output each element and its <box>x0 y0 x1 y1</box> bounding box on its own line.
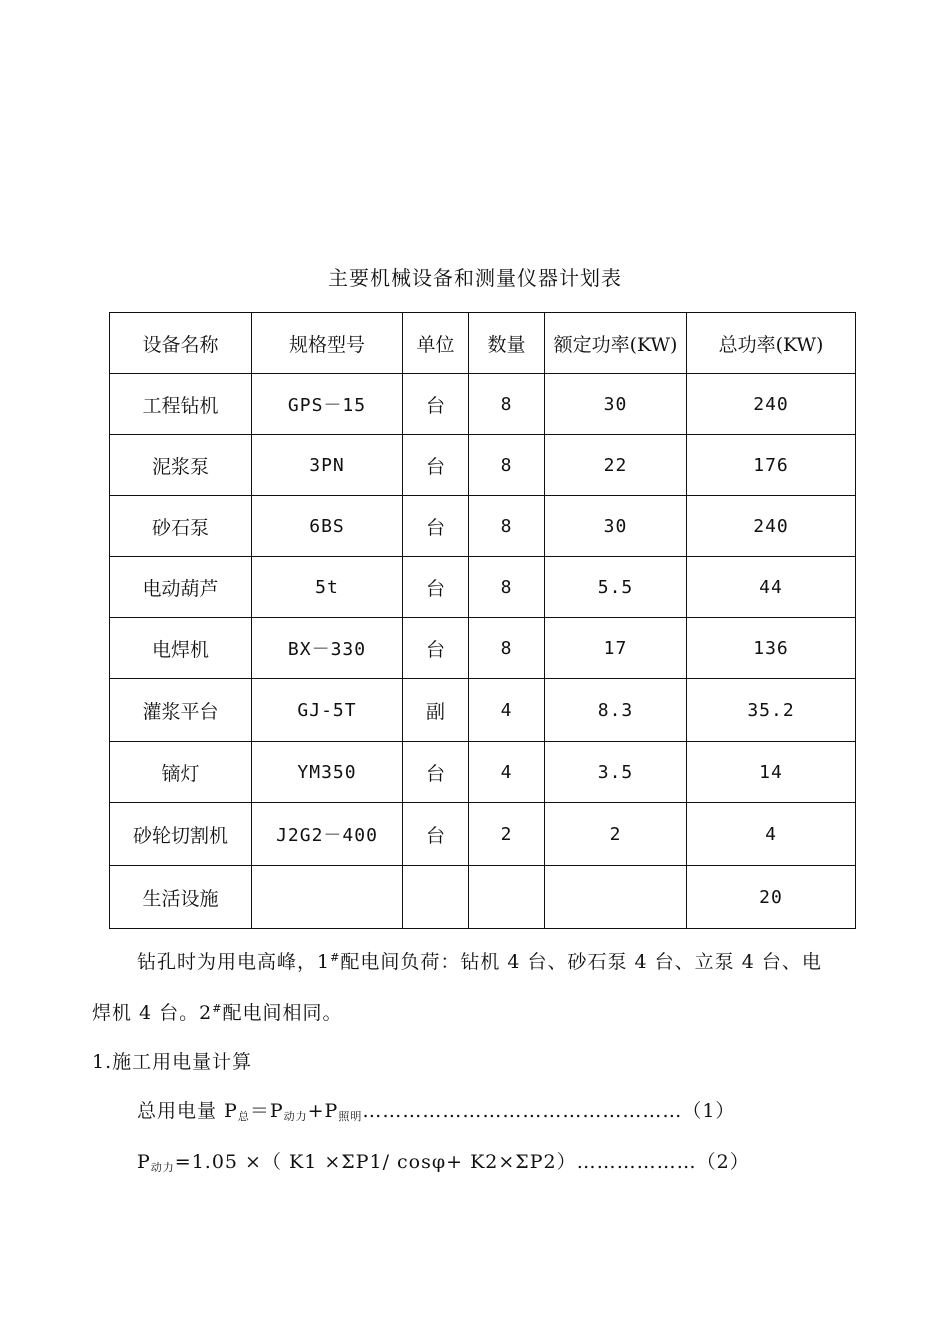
cell-quantity <box>469 866 545 929</box>
formula1-tail: …………………………………………（1） <box>362 1100 736 1122</box>
cell-total-power: 35.2 <box>687 679 856 742</box>
cell-rated-power: 5.5 <box>545 557 687 618</box>
cell-model: GPS－15 <box>252 374 403 435</box>
cell-quantity: 8 <box>469 557 545 618</box>
formula1-mid1: ＝P <box>249 1100 284 1122</box>
cell-unit: 台 <box>403 374 469 435</box>
cell-total-power: 44 <box>687 557 856 618</box>
load-paragraph-line2 <box>92 1001 343 1025</box>
load-paragraph-line1 <box>137 950 822 974</box>
table-row <box>110 374 856 435</box>
cell-total-power: 240 <box>687 374 856 435</box>
header-name: 设备名称 <box>110 313 252 374</box>
cell-name: 工程钻机 <box>110 374 252 435</box>
table-row <box>110 496 856 557</box>
formula2-tail: =1.05 ×（ K1 ×ΣP1/ cosφ+ K2×ΣP2）………………（2） <box>174 1151 750 1173</box>
load-text-4: 配电间相同。 <box>222 1002 343 1024</box>
formula-motive-power <box>137 1150 750 1174</box>
cell-unit <box>403 866 469 929</box>
cell-quantity: 2 <box>469 803 545 866</box>
formula1-sub-total: 总 <box>237 1110 250 1123</box>
cell-quantity: 4 <box>469 679 545 742</box>
header-quantity: 数量 <box>469 313 545 374</box>
number-sign: # <box>330 951 341 964</box>
cell-rated-power: 3.5 <box>545 742 687 803</box>
cell-rated-power: 8.3 <box>545 679 687 742</box>
header-unit: 单位 <box>403 313 469 374</box>
cell-model: J2G2－400 <box>252 803 403 866</box>
cell-rated-power: 22 <box>545 435 687 496</box>
formula1-sub-lighting: 照明 <box>338 1110 363 1123</box>
cell-unit: 台 <box>403 435 469 496</box>
load-text-2: 配电间负荷：钻机 4 台、砂石泵 4 台、立泵 4 台、电 <box>340 951 822 973</box>
cell-quantity: 4 <box>469 742 545 803</box>
number-sign: # <box>212 1002 223 1015</box>
cell-model: BX－330 <box>252 618 403 679</box>
cell-quantity: 8 <box>469 374 545 435</box>
section-heading: 1.施工用电量计算 <box>92 1051 253 1073</box>
header-model: 规格型号 <box>252 313 403 374</box>
cell-total-power: 176 <box>687 435 856 496</box>
load-text-3: 焊机 4 台。2 <box>92 1002 213 1024</box>
formula1-mid2: +P <box>307 1100 339 1122</box>
cell-total-power: 14 <box>687 742 856 803</box>
cell-unit: 台 <box>403 496 469 557</box>
header-rated-power: 额定功率(KW) <box>545 313 687 374</box>
cell-total-power: 20 <box>687 866 856 929</box>
cell-name: 生活设施 <box>110 866 252 929</box>
cell-quantity: 8 <box>469 496 545 557</box>
cell-name: 砂轮切割机 <box>110 803 252 866</box>
cell-quantity: 8 <box>469 435 545 496</box>
cell-model: YM350 <box>252 742 403 803</box>
cell-rated-power: 30 <box>545 374 687 435</box>
cell-unit: 副 <box>403 679 469 742</box>
cell-unit: 台 <box>403 803 469 866</box>
formula2-sub-power: 动力 <box>150 1161 175 1174</box>
cell-rated-power: 17 <box>545 618 687 679</box>
cell-rated-power: 30 <box>545 496 687 557</box>
cell-model: 3PN <box>252 435 403 496</box>
cell-quantity: 8 <box>469 618 545 679</box>
cell-name: 灌浆平台 <box>110 679 252 742</box>
cell-name: 砂石泵 <box>110 496 252 557</box>
cell-name: 泥浆泵 <box>110 435 252 496</box>
cell-total-power: 240 <box>687 496 856 557</box>
cell-name: 电动葫芦 <box>110 557 252 618</box>
cell-rated-power: 2 <box>545 803 687 866</box>
table-row <box>110 435 856 496</box>
table-header-row <box>110 313 856 374</box>
formula1-lead: 总用电量 P <box>137 1100 238 1122</box>
cell-unit: 台 <box>403 742 469 803</box>
cell-unit: 台 <box>403 618 469 679</box>
header-total-power: 总功率(KW) <box>687 313 856 374</box>
table-row <box>110 742 856 803</box>
table-row <box>110 679 856 742</box>
cell-model: 5t <box>252 557 403 618</box>
equipment-table <box>109 312 856 929</box>
load-text-1: 钻孔时为用电高峰，1 <box>137 951 331 973</box>
cell-model: GJ-5T <box>252 679 403 742</box>
cell-name: 镝灯 <box>110 742 252 803</box>
cell-total-power: 136 <box>687 618 856 679</box>
formula-total-power <box>137 1099 735 1123</box>
formula2-lead: P <box>137 1151 151 1173</box>
cell-model: 6BS <box>252 496 403 557</box>
cell-rated-power <box>545 866 687 929</box>
table-row <box>110 866 856 929</box>
page-title: 主要机械设备和测量仪器计划表 <box>328 266 622 290</box>
cell-name: 电焊机 <box>110 618 252 679</box>
cell-model <box>252 866 403 929</box>
table-row <box>110 618 856 679</box>
cell-total-power: 4 <box>687 803 856 866</box>
formula1-sub-power: 动力 <box>283 1110 308 1123</box>
table-row <box>110 557 856 618</box>
cell-unit: 台 <box>403 557 469 618</box>
table-row <box>110 803 856 866</box>
